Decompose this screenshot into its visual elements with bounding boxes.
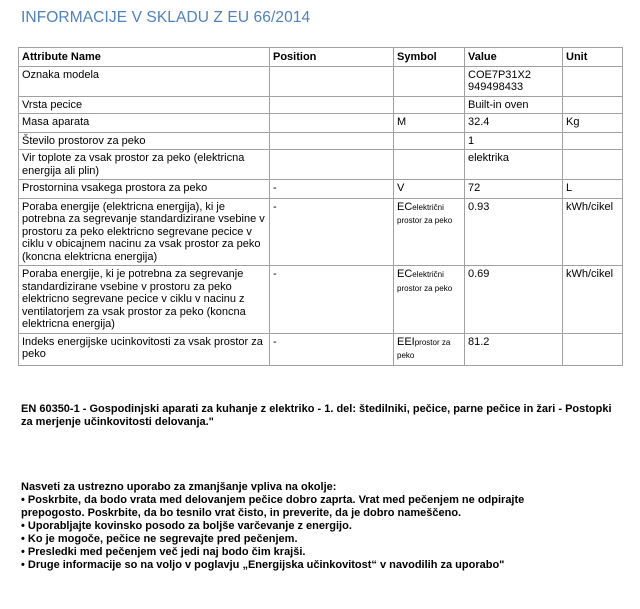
table-row xyxy=(19,150,623,180)
cell-symbol xyxy=(394,96,465,114)
table-row xyxy=(19,132,623,150)
cell-unit xyxy=(563,96,623,114)
header-position: Position xyxy=(270,48,394,67)
cell-value: 0.93 xyxy=(465,198,563,266)
header-unit: Unit xyxy=(563,48,623,67)
cell-value: 1 xyxy=(465,132,563,150)
cell-symbol xyxy=(394,150,465,180)
cell-attribute-name: Prostornina vsakega prostora za peko xyxy=(19,180,270,199)
cell-symbol xyxy=(394,66,465,96)
cell-position: - xyxy=(270,266,394,334)
cell-attribute-name: Masa aparata xyxy=(19,114,270,133)
advice-heading: Nasveti za ustrezno uporabo za zmanjšanje vpliva na okolje: xyxy=(21,481,337,493)
cell-position xyxy=(270,96,394,114)
table-header-row xyxy=(19,48,623,67)
advice-item: prepogosto. Poskrbite, da bo tesnilo vrat čisto, in preverite, da je dobro nameščeno. xyxy=(21,507,462,519)
table-row xyxy=(19,114,623,133)
advice-item: • Uporabljajte kovinsko posodo za boljše varčevanje z energijo. xyxy=(21,520,352,532)
cell-attribute-name: Poraba energije, ki je potrebna za segrevanje standardizirane vsebine v prostoru za peko elektricno segrevane pecice v ciklu v nacinu z ventilatorjem za vsak prostor za peko (koncna elektricna energija) xyxy=(19,266,270,334)
symbol-main: M xyxy=(397,116,407,128)
spec-table-body xyxy=(19,66,623,365)
symbol-main: EC xyxy=(397,268,413,280)
symbol-subscript: prostor za peko xyxy=(397,337,451,360)
table-row xyxy=(19,96,623,114)
cell-symbol xyxy=(394,266,465,334)
symbol-main: V xyxy=(397,182,405,194)
cell-value: COE7P31X2 949498433 xyxy=(465,66,563,96)
cell-value: Built-in oven xyxy=(465,96,563,114)
cell-attribute-name: Oznaka modela xyxy=(19,66,270,96)
norm-reference: EN 60350-1 - Gospodinjski aparati za kuhanje z elektriko - 1. del: štedilniki, pečice, parne pečice in žari - Postopki za merjenje učinkovitosti delovanja." xyxy=(21,403,612,428)
cell-unit xyxy=(563,150,623,180)
cell-attribute-name: Vrsta pecice xyxy=(19,96,270,114)
cell-unit xyxy=(563,132,623,150)
cell-value: 32.4 xyxy=(465,114,563,133)
cell-value: elektrika xyxy=(465,150,563,180)
cell-attribute-name: Indeks energijske ucinkovitosti za vsak prostor za peko xyxy=(19,333,270,365)
cell-unit: kWh/cikel xyxy=(563,198,623,266)
symbol-main: EC xyxy=(397,200,413,213)
cell-position: - xyxy=(270,198,394,266)
cell-position: - xyxy=(270,180,394,199)
spec-table xyxy=(18,47,623,366)
cell-unit: kWh/cikel xyxy=(563,266,623,334)
cell-symbol xyxy=(394,198,465,266)
advice-section xyxy=(21,481,621,572)
advice-item: • Druge informacije so na voljo v poglavju „Energijska učinkovitost“ v navodilih za uporabo" xyxy=(21,559,505,571)
cell-unit xyxy=(563,333,623,365)
advice-item: • Poskrbite, da bodo vrata med delovanjem pečice dobro zaprta. Vrat med pečenjem ne odpirajte xyxy=(21,494,525,506)
table-row xyxy=(19,180,623,199)
advice-item: • Presledki med pečenjem več jedi naj bodo čim krajši. xyxy=(21,546,306,558)
cell-position xyxy=(270,132,394,150)
table-row xyxy=(19,66,623,96)
cell-position xyxy=(270,114,394,133)
cell-value: 72 xyxy=(465,180,563,199)
table-row xyxy=(19,333,623,365)
symbol-subscript: električni prostor za peko xyxy=(397,202,453,225)
table-row xyxy=(19,266,623,334)
cell-symbol xyxy=(394,333,465,365)
cell-value: 0.69 xyxy=(465,266,563,334)
cell-symbol xyxy=(394,114,465,133)
cell-unit: Kg xyxy=(563,114,623,133)
cell-attribute-name: Poraba energije (elektricna energija), ki je potrebna za segrevanje standardizirane vsebine v prostoru za peko elektricno segrevane pecice v ciklu v obicajnem nacinu za vsak prostor za peko (koncna elektricna energija) xyxy=(19,198,270,266)
advice-item: • Ko je mogoče, pečice ne segrevajte pred pečenjem. xyxy=(21,533,298,545)
cell-position xyxy=(270,150,394,180)
cell-symbol xyxy=(394,180,465,199)
table-row xyxy=(19,198,623,266)
cell-position: - xyxy=(270,333,394,365)
header-attribute-name: Attribute Name xyxy=(19,48,270,67)
page-title: INFORMACIJE V SKLADU Z EU 66/2014 xyxy=(21,9,311,26)
cell-unit xyxy=(563,66,623,96)
cell-value: 81.2 xyxy=(465,333,563,365)
cell-unit: L xyxy=(563,180,623,199)
symbol-subscript: električni prostor za peko xyxy=(397,270,453,293)
symbol-main: EEI xyxy=(397,335,415,348)
cell-symbol xyxy=(394,132,465,150)
cell-position xyxy=(270,66,394,96)
header-value: Value xyxy=(465,48,563,67)
cell-attribute-name: Vir toplote za vsak prostor za peko (elektricna energija ali plin) xyxy=(19,150,270,180)
cell-attribute-name: Število prostorov za peko xyxy=(19,132,270,150)
header-symbol: Symbol xyxy=(394,48,465,67)
